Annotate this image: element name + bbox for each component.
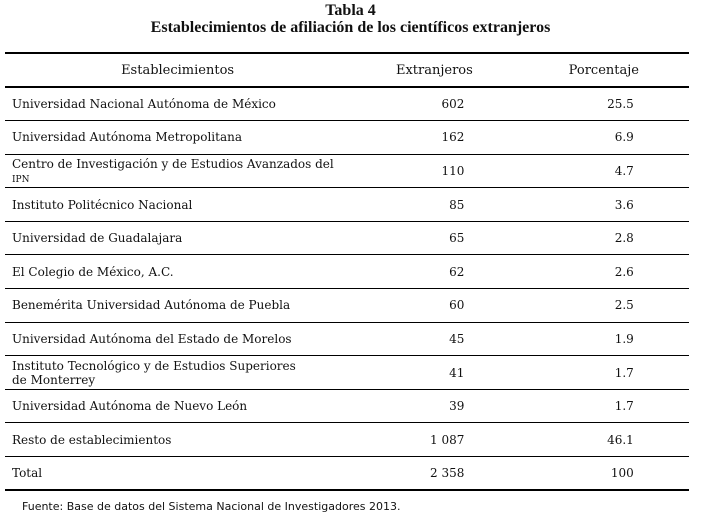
row-name: Total [5, 457, 350, 491]
row-count: 41 [449, 365, 465, 380]
row-count: 602 [441, 97, 465, 112]
header-row [5, 53, 689, 87]
row-count: 65 [449, 231, 465, 246]
row-percent: 1.7 [614, 365, 634, 380]
table-title: Tabla 4 [325, 2, 376, 19]
row-percent: 2.5 [614, 298, 634, 313]
row-percent: 25.5 [607, 97, 634, 112]
header-establecimientos: Establecimientos [5, 53, 350, 87]
row-percent: 1.7 [614, 399, 634, 414]
row-name: Instituto Tecnológico y de Estudios Superiores [12, 358, 296, 373]
table-row [5, 121, 689, 155]
row-percent: 4.7 [614, 163, 634, 178]
row-percent: 3.6 [614, 197, 634, 212]
data-table [5, 52, 689, 491]
row-count: 60 [449, 298, 465, 313]
row-percent: 2.6 [614, 264, 634, 279]
row-percent: 46.1 [607, 432, 634, 447]
table-row [5, 389, 689, 423]
table-row [5, 423, 689, 457]
header-extranjeros: Extranjeros [350, 53, 518, 87]
table-row [5, 221, 689, 255]
table-row [5, 356, 689, 390]
row-count: 162 [441, 130, 465, 145]
total-row [5, 457, 689, 491]
table-subtitle: Establecimientos de afiliación de los científicos extranjeros [150, 19, 551, 36]
row-percent: 100 [610, 466, 634, 481]
row-percent: 6.9 [614, 130, 634, 145]
row-name-line2: de Monterrey [12, 372, 96, 387]
row-name: Centro de Investigación y de Estudios Avanzados del [12, 156, 334, 171]
row-count: 110 [441, 163, 465, 178]
row-count: 62 [449, 264, 465, 279]
row-name: Resto de establecimientos [5, 423, 350, 457]
row-name-cell [5, 356, 350, 390]
row-count: 2 358 [430, 466, 465, 481]
table-row [5, 188, 689, 222]
header-porcentaje: Porcentaje [519, 53, 689, 87]
table-row [5, 87, 689, 121]
row-name: Universidad Autónoma del Estado de Morelos [5, 322, 350, 356]
row-name: Instituto Politécnico Nacional [5, 188, 350, 222]
row-name-cell [5, 154, 350, 188]
table-row [5, 322, 689, 356]
table-row [5, 289, 689, 323]
row-percent: 2.8 [614, 231, 634, 246]
table-row [5, 154, 689, 188]
row-count: 45 [449, 331, 465, 346]
row-name: Universidad Nacional Autónoma de México [5, 87, 350, 121]
row-name: Universidad Autónoma Metropolitana [5, 121, 350, 155]
row-count: 39 [449, 399, 465, 414]
source-note: Fuente: Base de datos del Sistema Nacional de Investigadores 2013. [22, 500, 401, 513]
row-name: Benemérita Universidad Autónoma de Puebla [5, 289, 350, 323]
table-row [5, 255, 689, 289]
row-percent: 1.9 [614, 331, 634, 346]
row-count: 1 087 [430, 432, 465, 447]
row-name-abbrev: IPN [12, 174, 30, 185]
row-name: Universidad de Guadalajara [5, 221, 350, 255]
row-name: El Colegio de México, A.C. [5, 255, 350, 289]
row-name: Universidad Autónoma de Nuevo León [5, 389, 350, 423]
row-count: 85 [449, 197, 465, 212]
